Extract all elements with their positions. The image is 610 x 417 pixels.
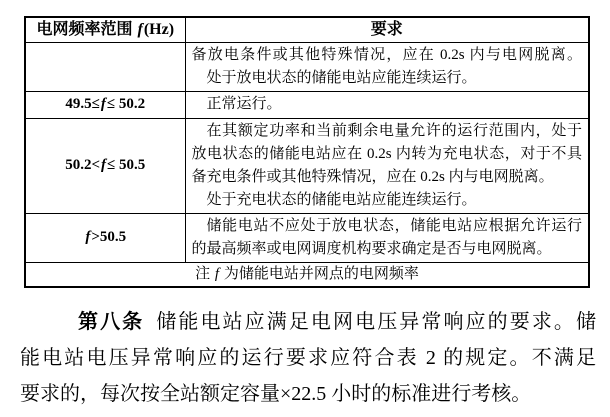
requirement-line: 放电状态的储能电站应在 0.2s 内转为充电状态，对于不具 [191,145,582,162]
table-row [25,118,589,213]
freq-range-cell [25,213,185,262]
freq-post: >50.5 [91,229,127,245]
freq-variable: f [100,96,106,112]
paragraph-line: 能电站电压异常响应的运行要求应符合表 2 的规定。不满足 [20,347,596,369]
requirement-line: 备放电条件或其他特殊情况，应在 0.2s 内与电网脱离。 [191,46,582,63]
requirement-line: 处于充电状态的储能电站应能连续运行。 [206,191,477,208]
requirement-cell [185,91,589,118]
freq-range-cell [25,118,185,213]
table-row [25,213,589,262]
freq-variable: f [101,157,107,173]
frequency-requirements-table [24,16,590,288]
table-row [25,91,589,118]
article-number-label: 第八条 [78,311,145,333]
paragraph-line: 要求的，每次按全站额定容量×22.5 小时的标准进行考核。 [20,383,532,405]
paragraph-line [20,304,596,340]
freq-header-prefix: 电网频率范围 [36,21,137,39]
table-note-row [25,262,589,287]
requirement-header: 要求 [185,17,589,42]
table-header-row [25,17,589,42]
requirement-line: 储能电站不应处于放电状态，储能电站应根据允许运行 [206,217,582,234]
freq-range-header [25,17,185,42]
freq-range-cell [25,91,185,118]
requirement-cell [185,42,589,91]
requirement-line: 在其额定功率和当前剩余电量允许的运行范围内，处于 [206,122,582,139]
table-note [25,262,589,287]
requirement-line: 的最高频率或电网调度机构要求确定是否与电网脱离。 [191,240,552,257]
requirement-cell [185,118,589,213]
freq-post: ≤ 50.5 [107,157,146,173]
freq-post: ≤ 50.2 [106,96,146,112]
freq-variable: f [85,229,91,245]
requirement-line: 处于放电状态的储能电站应能连续运行。 [206,69,477,86]
requirement-cell [185,213,589,262]
table-row [25,42,589,91]
freq-pre: 50.2< [65,157,101,173]
article-8-paragraph [20,304,596,412]
freq-pre: 49.5≤ [65,96,100,112]
paragraph-text: 储能电站应满足电网电压异常响应的要求。储 [156,311,597,333]
freq-range-cell-empty [25,42,185,91]
note-post: 为储能电站并网点的电网频率 [220,265,419,282]
requirement-line: 正常运行。 [206,96,282,112]
freq-variable: f [214,265,220,282]
freq-header-unit: (Hz) [143,21,175,39]
note-pre: 注 [195,265,214,282]
freq-variable: f [137,21,143,39]
requirement-line: 备充电条件或其他特殊情况，应在 0.2s 内与电网脱离。 [191,168,554,185]
